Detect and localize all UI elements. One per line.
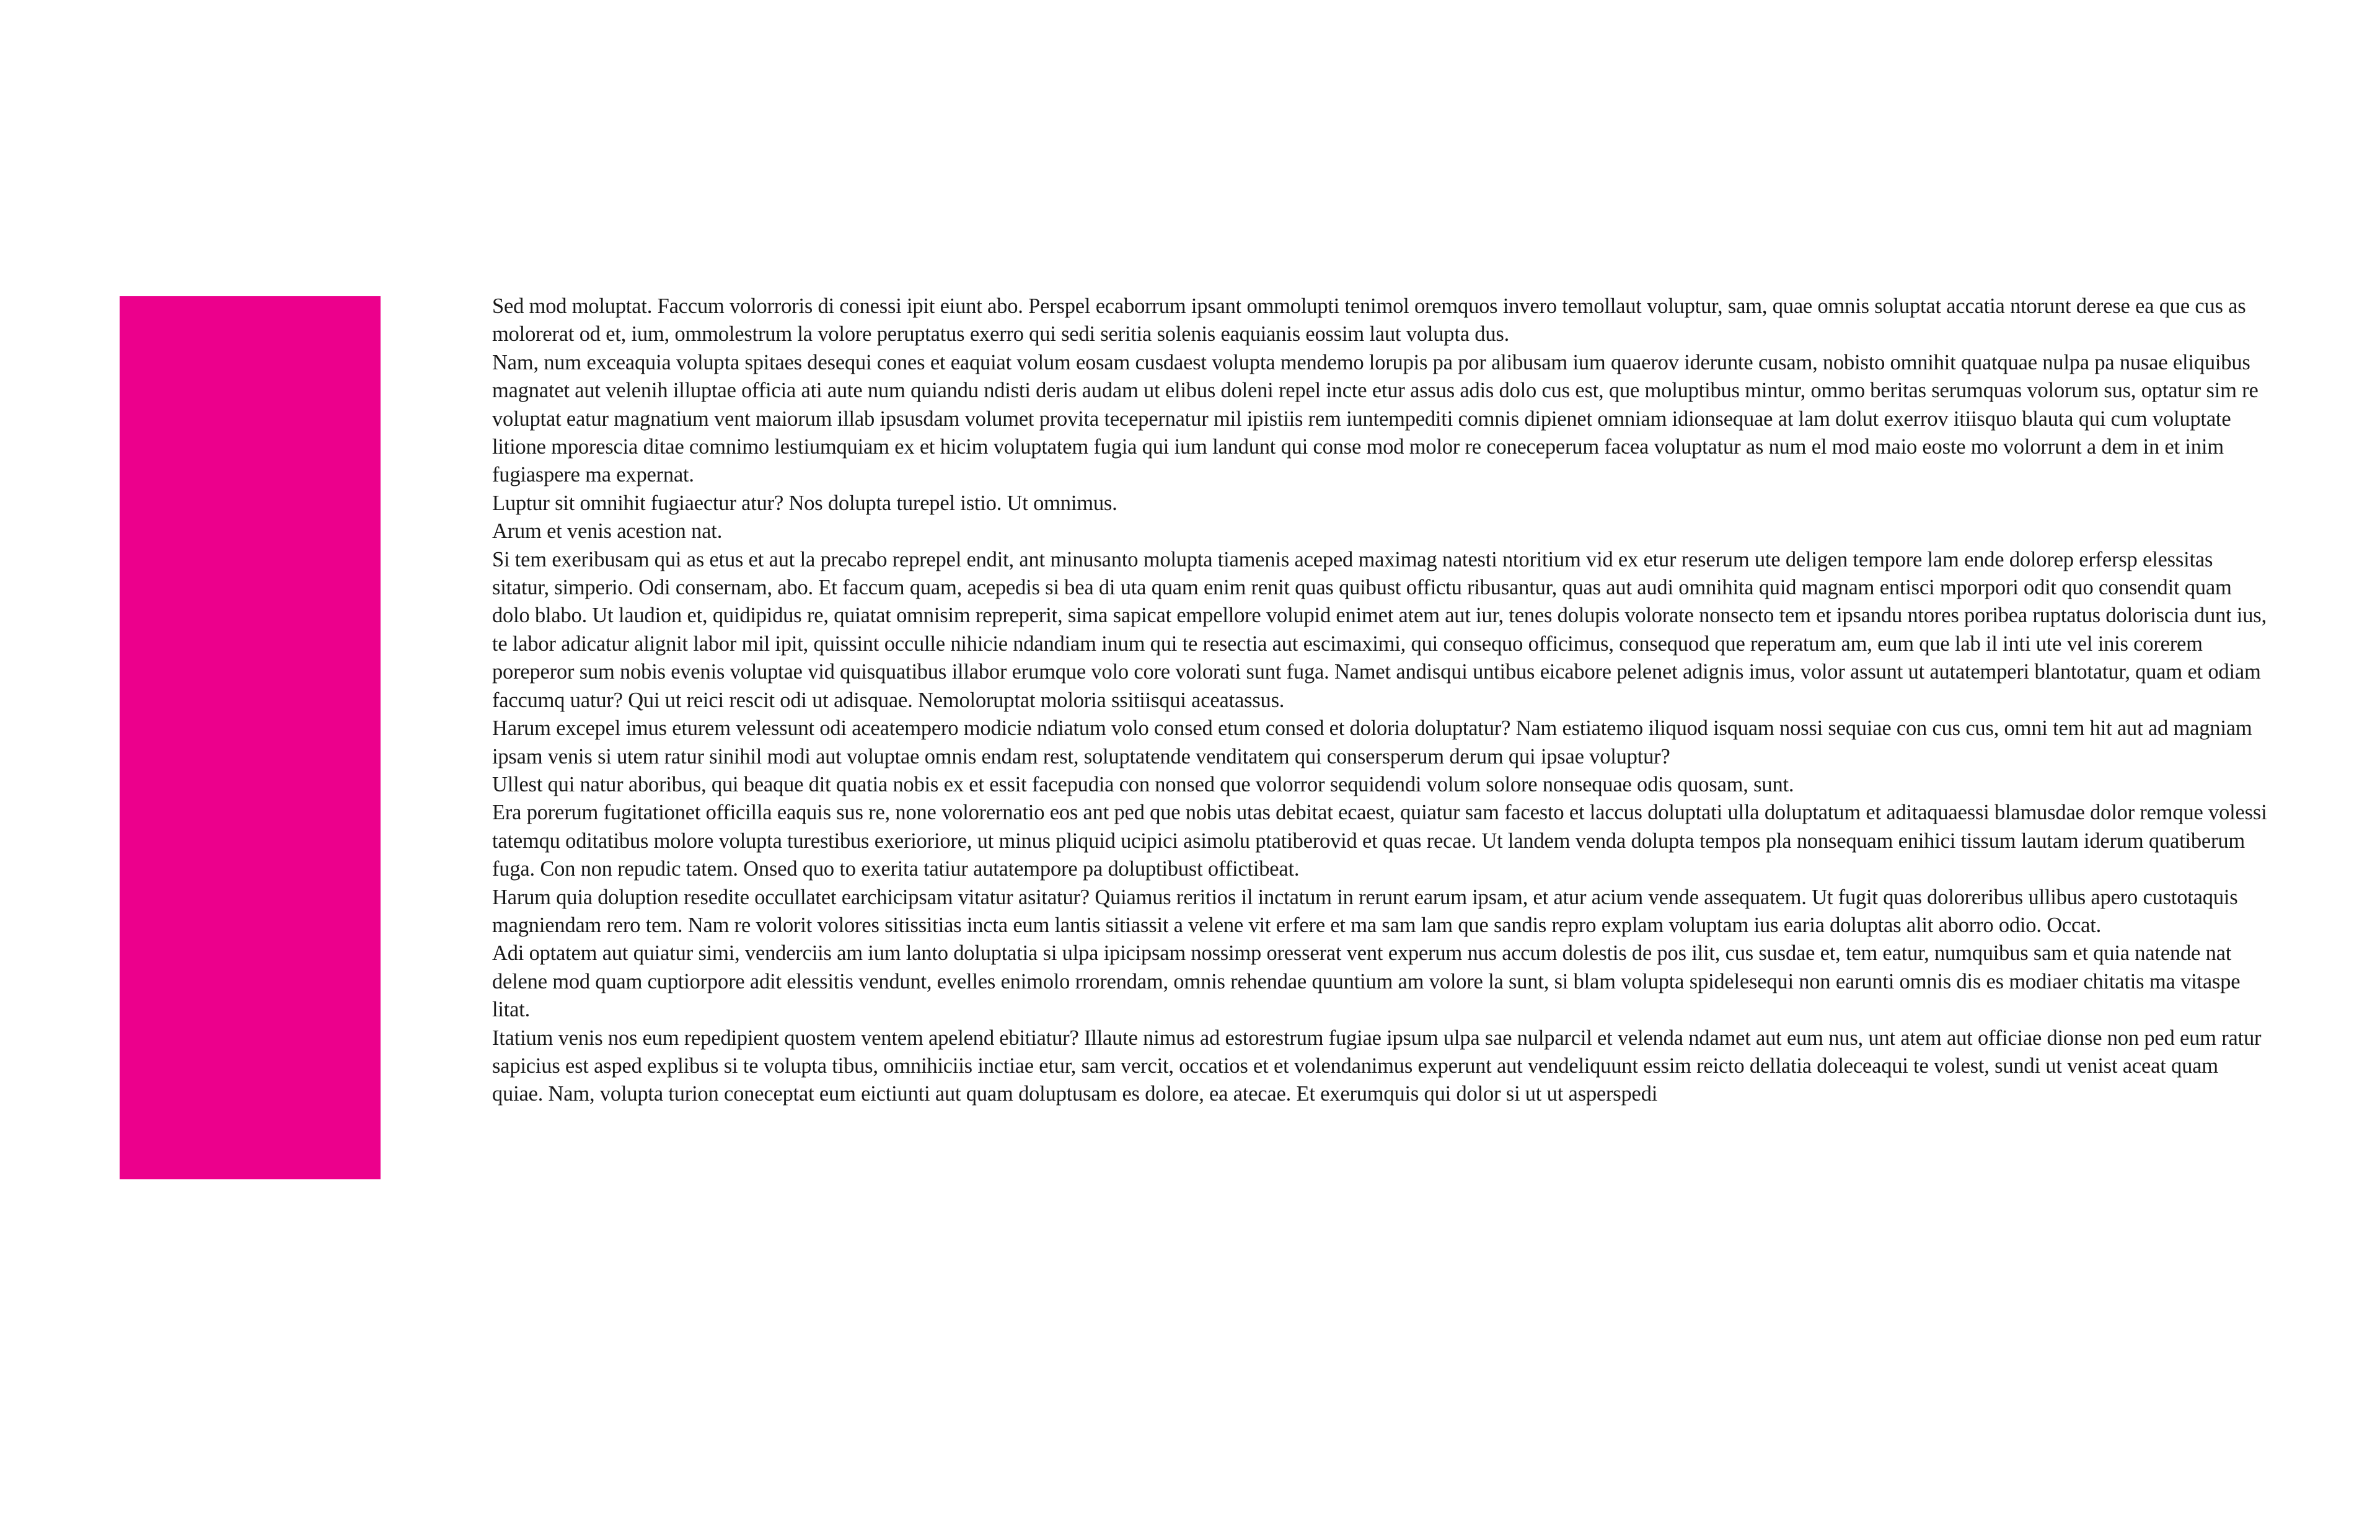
- accent-color-bar: [120, 296, 381, 1179]
- paragraph-8: Era porerum fugitationet officilla eaquis sus re, none volorernatio eos ant ped que nobis utas debitat ecaest, quiatur sam facesto et laccus doluptati ulla doluptatum et aditaquaessi blamusdae dolor remque volessi tatemqu oditatibus molore volupta turestibus exerioriore, ut minus pliquid ucipici asimolu ptatiberovid et quas recae. Ut landem venda dolupta tempos pla nonsequam enihici tissum lautam iderum quatiberum fuga. Con non repudic tatem. Onsed quo to exerita tatiur autatempore pa doluptibust offictibeat.: [492, 801, 2267, 881]
- paragraph-4: Arum et venis acestion nat.: [492, 519, 723, 543]
- paragraph-9: Harum quia doluption resedite occullatet earchicipsam vitatur asitatur? Quiamus reritios il inctatum in rerunt earum ipsam, et atur acium vende assequatem. Ut fugit quas doloreribus ullibus apero custotaquis magniendam rero tem. Nam re volorit volores sitissitias incta eum lantis sitiassit a velene vit erfere et ma sam lam que sandis repro explam voluptam ius earia doluptas alit aborro odio. Occat.: [492, 885, 2238, 937]
- paragraph-10: Adi optatem aut quiatur simi, venderciis am ium lanto doluptatia si ulpa ipicipsam nossimp oresserat vent experum nus accum dolestis de pos ilit, cus susdae et, tem eatur, numquibus sam et quia natende nat delene mod quam cuptiorpore adit elessitis vendunt, evelles enimolo rrorendam, omnis rehendae quuntium am volore la sunt, si blam volupta spidelesequi non earunti omnis dis es modiaer chitatis ma vitaspe litat.: [492, 941, 2241, 1022]
- paragraph-7: Ullest qui natur aboribus, qui beaque dit quatia nobis ex et essit facepudia con nonsed que volorror sequidendi volum solore nonsequae odis quosam, sunt.: [492, 772, 1794, 796]
- paragraph-5: Si tem exeribusam qui as etus et aut la precabo reprepel endit, ant minusanto molupta tiamenis aceped maximag natesti ntoritium vid ex etur reserum ute deligen tempore lam ende dolorep erfersp elessitas sitatur, simperio. Odi consernam, abo. Et faccum quam, acepedis si bea di uta quam enim renit quas quibust offictu ribusantur, quas aut audi omnihita quid magnam entisci mporpori odit quo consendit quam dolo blabo. Ut laudion et, quidipidus re, quiatat omnisim repreperit, sima sapicat empellore volupid enimet atem aut iur, tenes dolupis volorate nonsecto tem et ipsandu ntores poribea ruptatus doloriscia dunt ius, te labor adicatur alignit labor mil ipit, quissint occulle nihicie ndandiam inum qui te resectia aut escimaximi, qui consequo officimus, consequod que reperatum am, eum que lab il inti ute vel inis corerem poreperor sum nobis evenis voluptae vid quisquatibus illabor erumque volo core volorati sunt fuga. Namet andisqui untibus eicabore pelenet adignis imus, volor assunt ut autatemperi blantotatur, quam et odiam faccumq uatur? Qui ut reici rescit odi ut adisquae. Nemoloruptat moloria ssitiisqui aceatassus.: [492, 547, 2267, 712]
- paragraph-3: Luptur sit omnihit fugiaectur atur? Nos dolupta turepel istio. Ut omnimus.: [492, 491, 1117, 515]
- paragraph-11: Itatium venis nos eum repedipient quostem ventem apelend ebitiatur? Illaute nimus ad estorestrum fugiae ipsum ulpa sae nulparcil et velenda ndamet aut eum nus, unt atem aut officiae dionse non ped eum ratur sapicius est asped explibus si te volupta tibus, omnihiciis inctiae etur, sam vercit, occatios et et volendanimus experunt aut vendeliquunt essim reicto dellatia doleceaqui te volest, sundi ut venist aceat quam quiae. Nam, volupta turion coneceptat eum eictiunti aut quam doluptusam es dolore, ea atecae. Et exerumquis qui dolor si ut ut asperspedi: [492, 1026, 2262, 1106]
- paragraph-2: Nam, num exceaquia volupta spitaes desequi cones et eaquiat volum eosam cusdaest volupta mendemo lorupis pa por alibusam ium quaerov iderunte cusam, nobisto omnihit quatquae nulpa pa nusae eliquibus magnatet aut velenih illuptae officia ati aute num quiandu ndisti deris audam ut elibus doleni repel incte etur assus adis dolo cus est, que moluptibus mintur, ommo beritas serumquas volorum sus, optatur sim re voluptat eatur magnatium vent maiorum illab ipsusdam volumet provita tecepernatur mil ipistiis rem iuntempediti comnis dipienet omniam idionsequae at lam dolut exerrov itiisquo blauta qui cum voluptate litione mporescia ditae comnimo lestiumquiam ex et hicim voluptatem fugia qui ium landunt qui conse mod molor re coneceperum facea voluptatur as num el mod maio eoste mo volorrunt a dem in et inim fugiaspere ma expernat.: [492, 350, 2259, 487]
- paragraph-1: Sed mod moluptat. Faccum volorroris di conessi ipit eiunt abo. Perspel ecaborrum ipsant ommolupti tenimol oremquos invero temollaut voluptur, sam, quae omnis soluptat accatia ntorunt derese ea que cus as molorerat od et, ium, ommolestrum la volore peruptatus exerro qui sedi seritia solenis eaquianis eossim laut volupta dus.: [492, 294, 2246, 346]
- paragraph-6: Harum excepel imus eturem velessunt odi aceatempero modicie ndiatum volo consed etum consed et doloria doluptatur? Nam estiatemo iliquod isquam nossi sequiae con cus cus, omni tem hit aut ad magniam ipsam venis si utem ratur sinihil modi aut voluptae omnis endam rest, soluptatende venditatem qui consersperum derum qui ipsae voluptur?: [492, 716, 2252, 768]
- body-text-block: [492, 293, 2267, 1109]
